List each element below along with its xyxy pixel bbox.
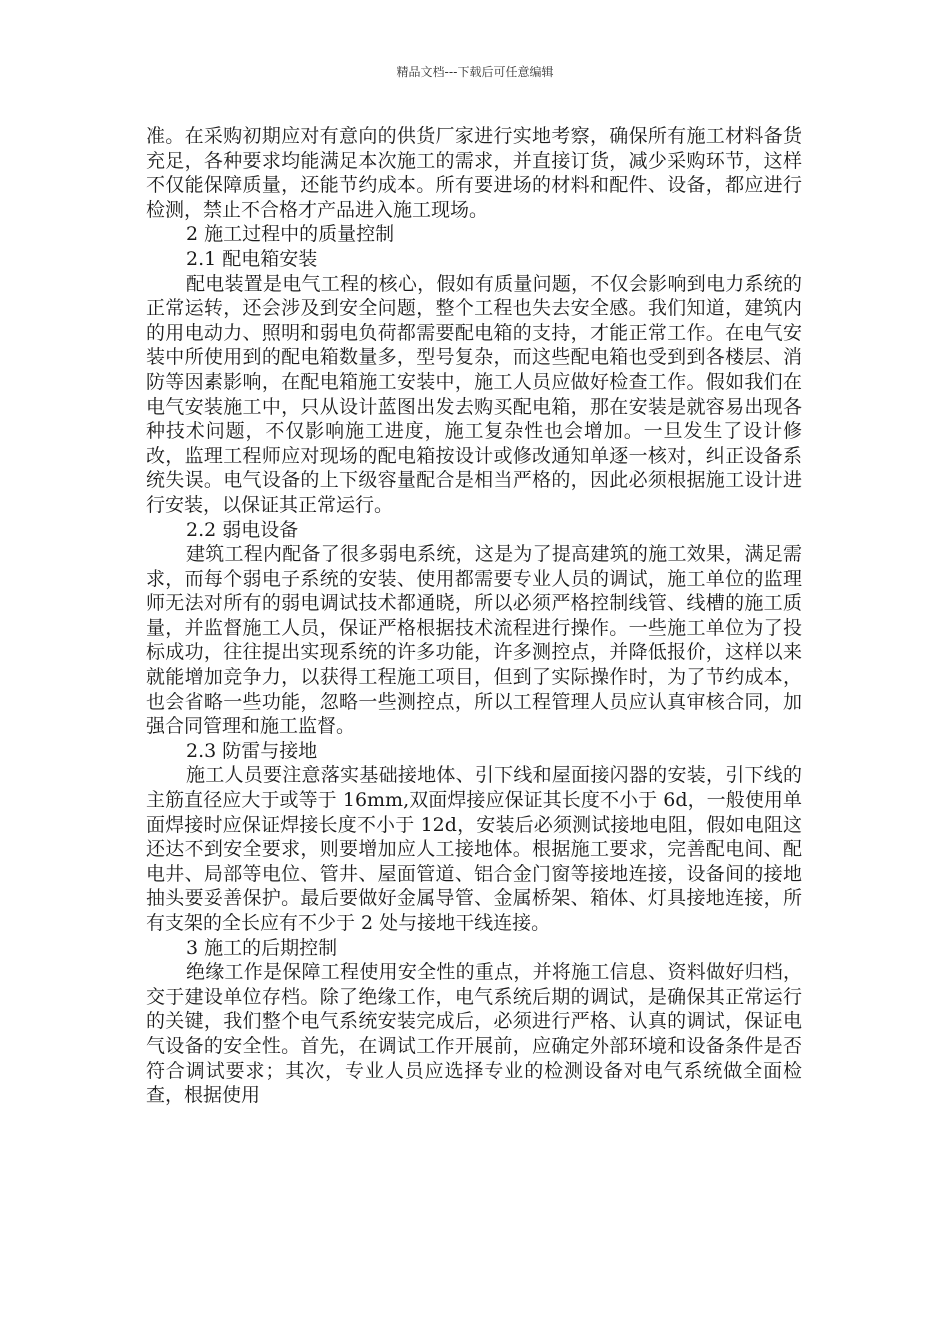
paragraph-weak-current: 建筑工程内配备了很多弱电系统，这是为了提高建筑的施工效果，满足需求，而每个弱电子系统的安装、使用都需要专业人员的调试，施工单位的监理师无法对所有的弱电调试技术都通晓，所以必须严格控制线管、线槽的施工质量，并监督施工人员，保证严格根据技术流程进行操作。一些施工单位为了投标成功，往往提出实现系统的许多功能，许多测控点，并降低报价，这样以来就能增加竞争力，以获得工程施工项目，但到了实际操作时，为了节约成本，也会省略一些功能，忽略一些测控点，所以工程管理人员应认真审核合同，加强合同管理和施工监督。 <box>146 543 802 738</box>
document-body <box>146 124 802 1108</box>
subsection-heading-2-1: 2.1 配电箱安装 <box>186 247 318 270</box>
subsection-heading-2-3: 2.3 防雷与接地 <box>186 739 318 762</box>
section-heading-2: 2 施工过程中的质量控制 <box>186 223 395 246</box>
paragraph-procurement: 准。在采购初期应对有意向的供货厂家进行实地考察，确保所有施工材料备货充足，各种要求均能满足本次施工的需求，并直接订货，减少采购环节，这样不仅能保障质量，还能节约成本。所有要进场的材料和配件、设备，都应进行检测，禁止不合格才产品进入施工现场。 <box>146 125 802 221</box>
paragraph-distribution-box: 配电装置是电气工程的核心，假如有质量问题，不仅会影响到电力系统的正常运转，还会涉及到安全问题，整个工程也失去安全感。我们知道，建筑内的用电动力、照明和弱电负荷都需要配电箱的支持，才能正常工作。在电气安装中所使用到的配电箱数量多，型号复杂，而这些配电箱也受到到各楼层、消防等因素影响，在配电箱施工安装中，施工人员应做好检查工作。假如我们在电气安装施工中，只从设计蓝图出发去购买配电箱，那在安装是就容易出现各种技术问题，不仅影响施工进度，施工复杂性也会增加。一旦发生了设计修改，监理工程师应对现场的配电箱按设计或修改通知单逐一核对，纠正设备系统失误。电气设备的上下级容量配合是相当严格的，因此必须根据施工设计进行安装，以保证其正常运行。 <box>146 272 802 516</box>
section-heading-3: 3 施工的后期控制 <box>186 936 338 959</box>
page-header: 精品文档---下载后可任意编辑 <box>396 65 554 79</box>
paragraph-later-control: 绝缘工作是保障工程使用安全性的重点，并将施工信息、资料做好归档，交于建设单位存档。除了绝缘工作，电气系统后期的调试，是确保其正常运行的关键，我们整个电气系统安装完成后，必须进行严格、认真的调试，保证电气设备的安全性。首先，在调试工作开展前，应确定外部环境和设备条件是否符合调试要求；其次，专业人员应选择专业的检测设备对电气系统做全面检查，根据使用 <box>146 961 802 1107</box>
paragraph-lightning-grounding: 施工人员要注意落实基础接地体、引下线和屋面接闪器的安装，引下线的主筋直径应大于或等于 16mm,双面焊接应保证其长度不小于 6d，一般使用单面焊接时应保证焊接长度不小于 12d，安装后必须测试接地电阻，假如电阻这还达不到安全要求，则要增加应人工接地体。根据施工要求，完善配电间、配电井、局部等电位、管井、屋面管道、铝合金门窗等接地连接，设备间的接地抽头要妥善保护。最后要做好金属导管、金属桥架、箱体、灯具接地连接，所有支架的全长应有不少于 2 处与接地干线连接。 <box>146 764 802 934</box>
subsection-heading-2-2: 2.2 弱电设备 <box>186 518 299 541</box>
